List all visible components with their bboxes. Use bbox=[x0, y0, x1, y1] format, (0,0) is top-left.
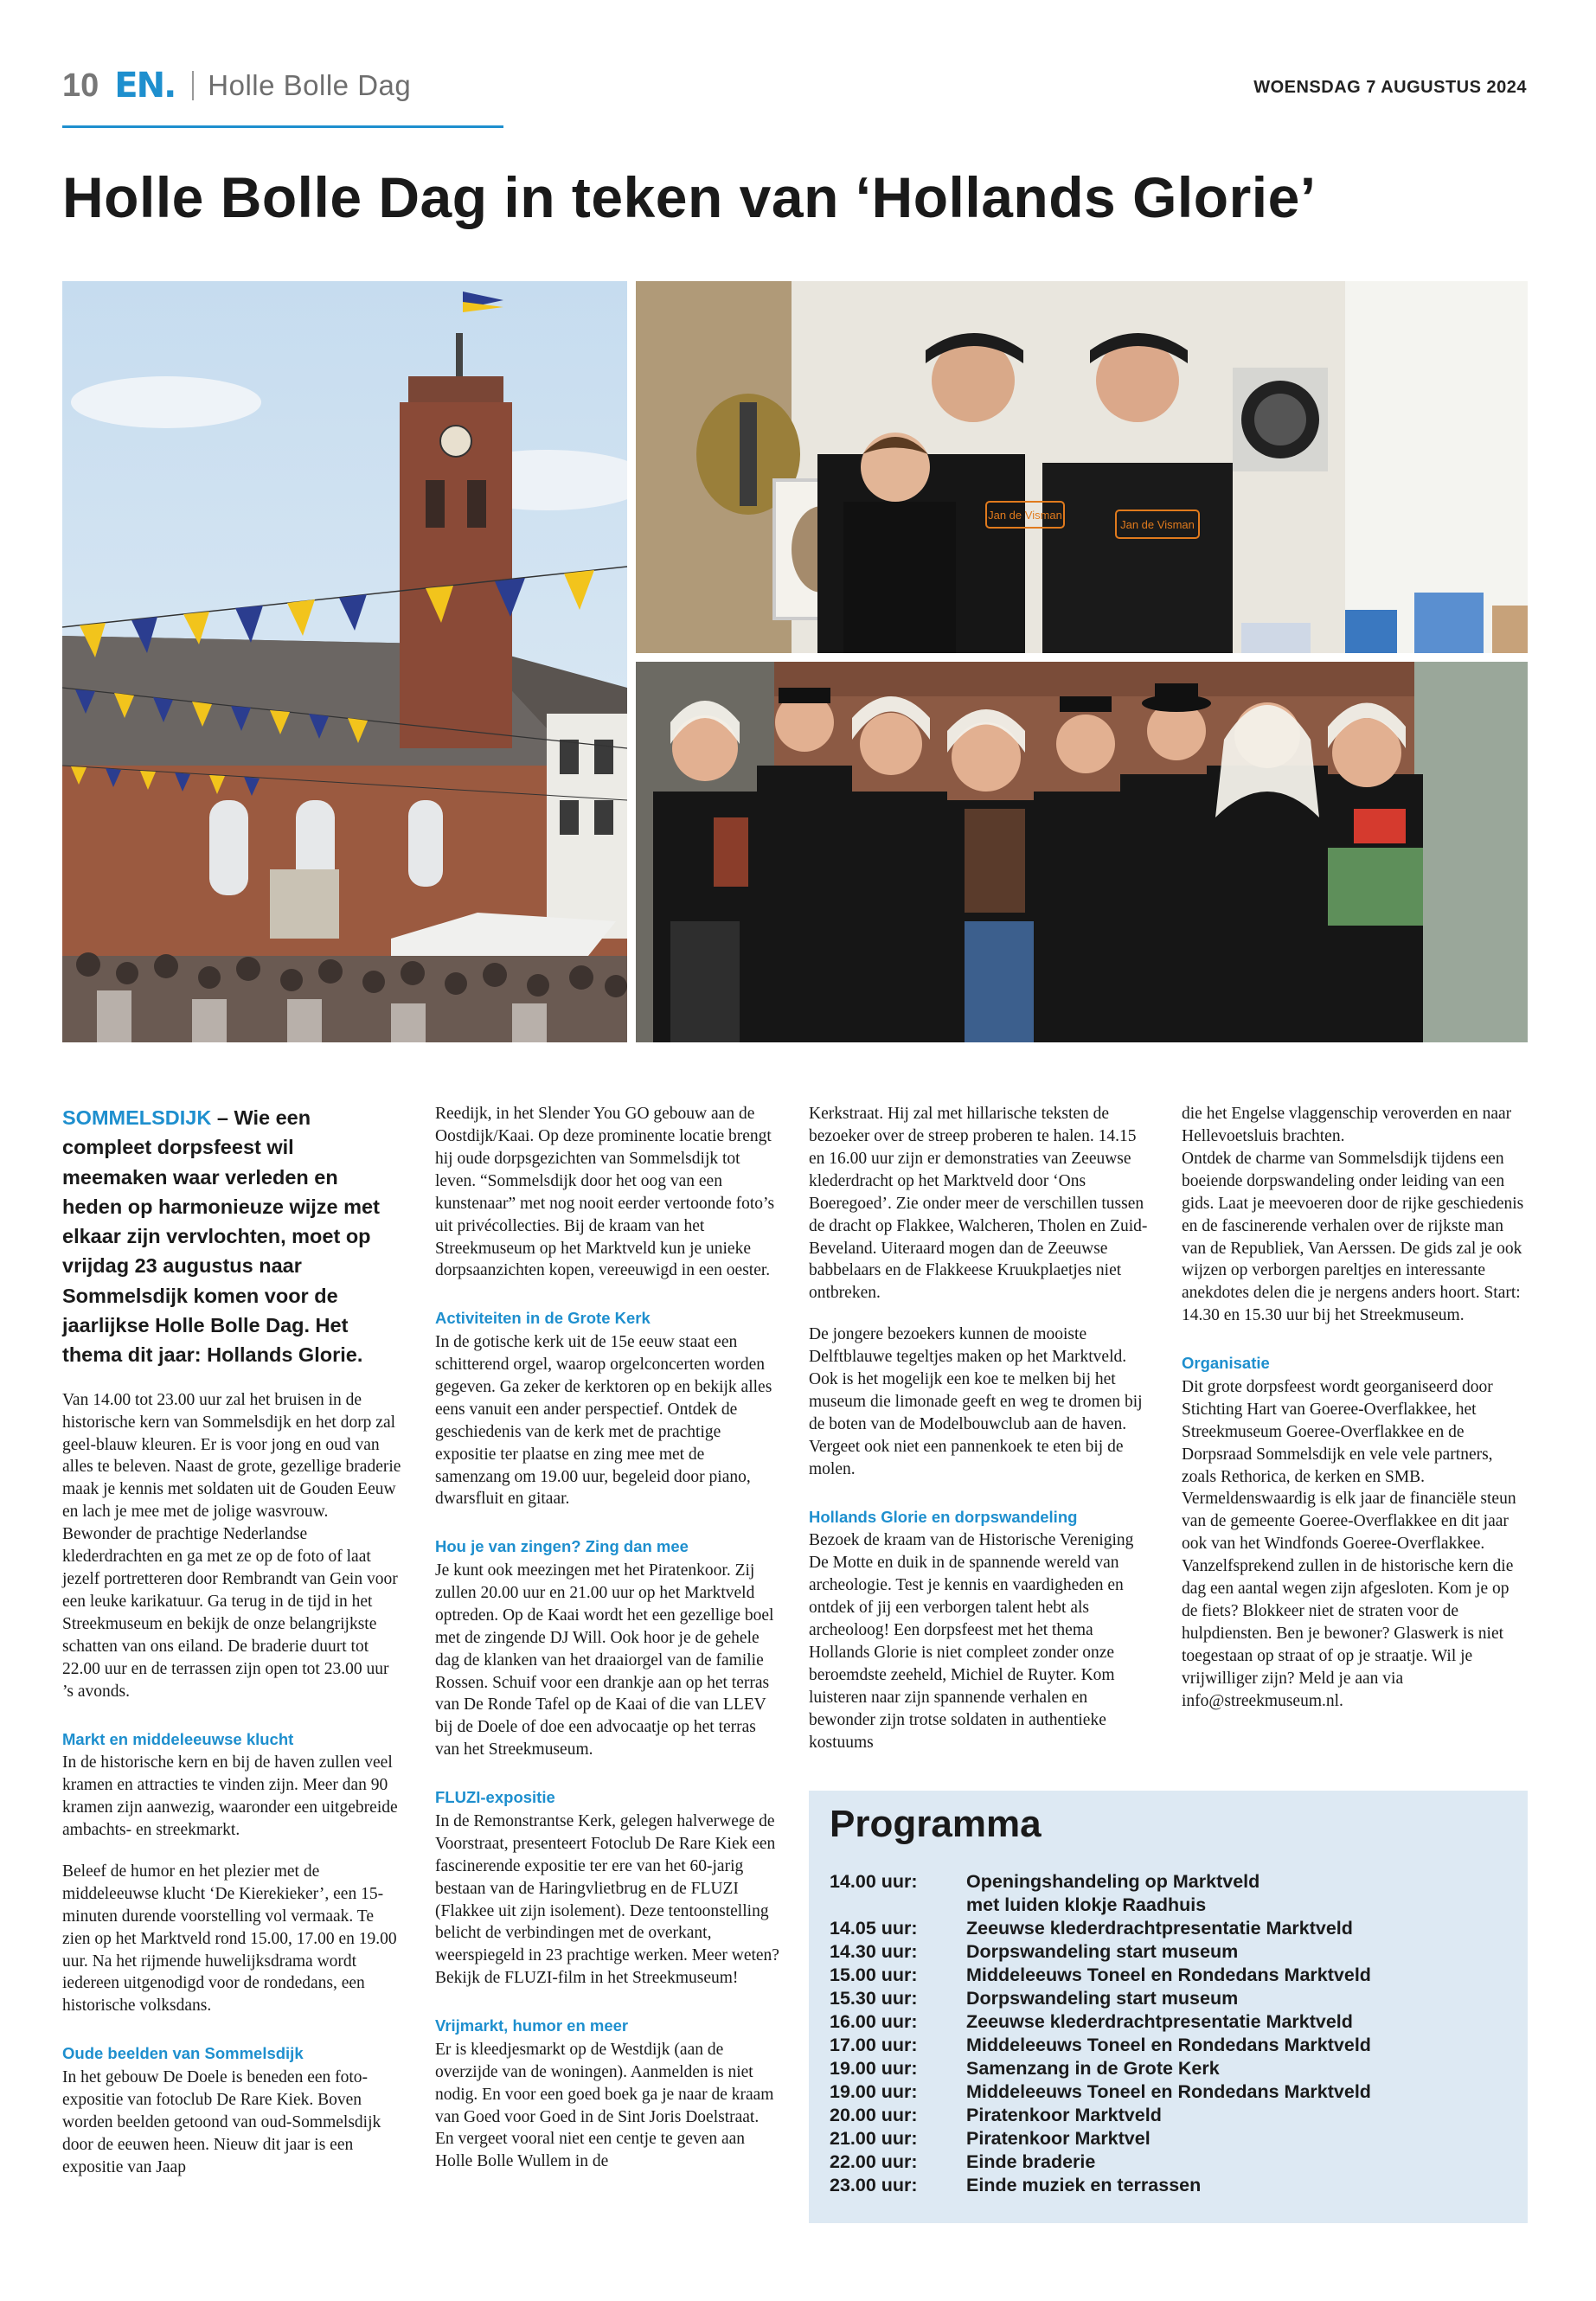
programma-event: met luiden klokje Raadhuis bbox=[966, 1894, 1207, 1915]
dateline: SOMMELSDIJK bbox=[62, 1106, 212, 1129]
programma-list bbox=[830, 1870, 1513, 2197]
glorie-paragraph-continued: die het Engelse vlaggenschip veroverden en naar Hellevoetsluis brachten. bbox=[1182, 1105, 1512, 1145]
programma-row bbox=[830, 2080, 1513, 2104]
programma-event: Middeleeuws Toneel en Rondedans Marktveld bbox=[966, 2081, 1371, 2102]
subheading-glorie: Hollands Glorie en dorpswandeling bbox=[809, 1507, 1078, 1526]
photo-church-tower bbox=[62, 281, 627, 1042]
programma-row bbox=[830, 2174, 1513, 2197]
header-rule bbox=[62, 125, 503, 128]
programma-row bbox=[830, 1940, 1513, 1964]
programma-box bbox=[809, 1791, 1528, 2223]
programma-time: 22.00 uur: bbox=[830, 2151, 918, 2172]
subheading-beelden: Oude beelden van Sommelsdijk bbox=[62, 2044, 304, 2063]
programma-event: Zeeuwse klederdrachtpresentatie Marktveld bbox=[966, 2011, 1353, 2032]
programma-title: Programma bbox=[830, 1803, 1042, 1845]
programma-row bbox=[830, 2034, 1513, 2057]
wandeling-paragraph: Ontdek de charme van Sommelsdijk tijdens een boeiende dorpswandeling onder leiding van een gids. Laat je meevoeren door de rijke geschiedenis en de fascinerende verhalen over de rijkste man van de Republiek, Van Aerssen. De gids zal je ook wijzen op verborgen pareltjes en interessante anekdotes delen die je nergens anders hoort. Start: 14.30 en 15.30 uur bij het Streekmuseum. bbox=[1182, 1149, 1524, 1325]
kerk-paragraph: In de gotische kerk uit de 15e eeuw staat een schitterend orgel, waarop orgelconcerten worden gegeven. Ga zeker de kerktoren op en bekijk alles eens vanuit een ander perspectief. Ontdek de geschiedenis van de kerk met de prachtige expositie ter plaatse en zing mee met de samenzang om 19.00 uur, begeleid door piano, dwarsfluit en gitaar. bbox=[435, 1332, 772, 1509]
subheading-organisatie: Organisatie bbox=[1182, 1354, 1270, 1373]
programma-time: 16.00 uur: bbox=[830, 2011, 918, 2032]
programma-row bbox=[830, 2150, 1513, 2174]
green-shawl bbox=[1328, 848, 1423, 926]
beelden-paragraph-continued: Reedijk, in het Slender You GO gebouw aan de Oostdijk/Kaai. Op deze prominente locatie brengt hij oude dorpsgezichten van Sommelsdijk tot leven. “Sommelsdijk door het oog van een kunstenaar” met nog nooit eerder vertoonde foto’s uit privécollecties. Bij de kraam van het Streekmuseum op het Marktveld kun je unieke dorpsaanzichten kopen, vereeuwigd in een oester. bbox=[435, 1105, 775, 1280]
programma-event: Zeeuwse klederdrachtpresentatie Marktveld bbox=[966, 1918, 1353, 1939]
programma-row bbox=[830, 1987, 1513, 2010]
programma-row bbox=[830, 2010, 1513, 2034]
programma-time: 15.00 uur: bbox=[830, 1965, 918, 1985]
tower-clock bbox=[440, 426, 471, 457]
photo-market-stall bbox=[636, 281, 1528, 653]
subheading-vrijmarkt: Vrijmarkt, humor en meer bbox=[435, 2016, 629, 2035]
programma-event: Middeleeuws Toneel en Rondedans Marktveld bbox=[966, 2035, 1371, 2055]
fluzi-paragraph: In de Remonstrantse Kerk, gelegen halverwege de Voorstraat, presenteert Fotoclub De Rare Kiek een fascinerende expositie ter ere van het 60-jarig bestaan van de Haringvlietbrug en de FLUZI (Flakkee uit zijn isolement). Deze tentoonstelling belicht de verbindingen met de overkant, weerspiegeld in 23 prachtige werken. Meer weten? Bekijk de FLUZI-film in het Streekmuseum! bbox=[435, 1811, 779, 1988]
headline: Holle Bolle Dag in teken van ‘Hollands Glorie’ bbox=[62, 165, 1317, 229]
programma-row bbox=[830, 2057, 1513, 2080]
programma-time bbox=[830, 1894, 966, 1917]
page-number: 10 bbox=[62, 67, 99, 104]
programma-row bbox=[830, 2127, 1513, 2150]
beelden-paragraph-start: In het gebouw De Doele is beneden een foto-expositie van fotoclub De Rare Kiek. Boven worden beelden getoond van oud-Sommelsdijk door de eeuwen heen. Nieuw dit jaar is een expositie van Jaap bbox=[62, 2067, 381, 2176]
programma-row bbox=[830, 1870, 1513, 1894]
jong-paragraph: De jongere bezoekers kunnen de mooiste Delftblauwe tegeltjes maken op het Marktveld. Ook is het mogelijk een koe te melken bij het museum die limonade geeft en weg te dromen bij de boten van de Modelbouwclub aan de haven. Vergeet ook niet een pannenkoek te eten bij de molen. bbox=[809, 1325, 1143, 1478]
vrij-paragraph-start: Er is kleedjesmarkt op de Westdijk (aan de overzijde van de woningen). Aanmelden is niet nodig. En voor een goed boek ga je naar de kraam van Goed voor Goed in de Sint Joris Doelstraat. En vergeet vooral niet een centje te geven aan Holle Bolle Wullem in de bbox=[435, 2040, 774, 2171]
programma-event: Einde braderie bbox=[966, 2151, 1096, 2172]
shirt-logo-1: Jan de Visman bbox=[988, 509, 1062, 522]
subheading-markt: Markt en middeleeuwse klucht bbox=[62, 1729, 294, 1748]
article-column-2 bbox=[435, 1103, 781, 2173]
subheading-zingen: Hou je van zingen? Zing dan mee bbox=[435, 1537, 689, 1556]
shirt-logo-2: Jan de Visman bbox=[1120, 518, 1195, 531]
newspaper-logo: EN. bbox=[114, 66, 176, 106]
header-divider bbox=[192, 71, 194, 100]
programma-time: 21.00 uur: bbox=[830, 2128, 918, 2149]
programma-time: 14.05 uur: bbox=[830, 1918, 918, 1939]
programma-row bbox=[830, 1894, 1513, 1917]
programma-time: 15.30 uur: bbox=[830, 1988, 918, 2009]
programma-event: Einde muziek en terrassen bbox=[966, 2175, 1202, 2195]
programma-row bbox=[830, 2104, 1513, 2127]
programma-time: 17.00 uur: bbox=[830, 2035, 918, 2055]
programma-event: Dorpswandeling start museum bbox=[966, 1988, 1239, 2009]
article-column-1 bbox=[62, 1103, 401, 2179]
programma-event: Dorpswandeling start museum bbox=[966, 1941, 1239, 1962]
programma-event: Piratenkoor Marktvel bbox=[966, 2128, 1151, 2149]
markt-paragraph-1: In de historische kern en bij de haven zullen veel kramen en attracties te vinden zijn. Meer dan 90 kramen zijn aanwezig, waaronder een uitgebreide ambachts- en streekmarkt. bbox=[62, 1753, 398, 1839]
programma-row bbox=[830, 1917, 1513, 1940]
vrij-paragraph-continued: Kerkstraat. Hij zal met hillarische teksten de bezoeker over de streep proberen te halen. 14.15 en 16.00 uur zijn er demonstraties van Zeeuwse klederdracht op het Marktveld door ‘Ons Boeregoed’. Zie onder meer de verschillen tussen de dracht op Flakkee, Walcheren, Tholen en Zuid-Beveland. Uiteraard mogen dan de Zeeuwse babbelaars en de Flakkeese Kruukplaetjes niet ontbreken. bbox=[809, 1105, 1148, 1303]
page-header bbox=[62, 66, 411, 106]
red-necklace bbox=[1354, 809, 1406, 843]
organisatie-paragraph: Dit grote dorpsfeest wordt georganiseerd door Stichting Hart van Goeree-Overflakkee, het Streekmuseum Goeree-Overflakkee en de Dorpsraad Sommelsdijk en vele vele partners, zoals Rethorica, de kerken en SMB. Vermeldenswaardig is elk jaar de financiële steun van de gemeente Goeree-Overflakkee en dit jaar ook van het Windfonds Goeree-Overflakkee. Vanzelfsprekend zullen in de historische kern die dag een aantal wegen zijn afgesloten. Kom je op de fiets? Blokkeer niet de straten voor de hulpdiensten. Ben je bewoner? Glaswerk is niet toegestaan op straat of op je straatje. Wil je vrijwilliger zijn? Meld je aan via info@streekmuseum.nl. bbox=[1182, 1377, 1516, 1710]
programma-time: 20.00 uur: bbox=[830, 2105, 918, 2125]
programma-time: 19.00 uur: bbox=[830, 2058, 918, 2079]
programma-row bbox=[830, 1964, 1513, 1987]
programma-time: 23.00 uur: bbox=[830, 2175, 918, 2195]
programma-time: 14.00 uur: bbox=[830, 1871, 918, 1892]
lead-text: – Wie een compleet dorpsfeest wil meemaken waar verleden en heden op harmonieuze wijze met elkaar zijn vervlochten, moet op vrijdag 23 augustus naar Sommelsdijk komen voor de jaarlijkse Holle Bolle Dag. Het thema dit jaar: Hollands Glorie. bbox=[62, 1106, 380, 1367]
article-column-3 bbox=[809, 1103, 1155, 1754]
subheading-kerk: Activiteiten in de Grote Kerk bbox=[435, 1309, 651, 1328]
section-name: Holle Bolle Dag bbox=[208, 69, 412, 101]
programma-event: Middeleeuws Toneel en Rondedans Marktveld bbox=[966, 1965, 1371, 1985]
markt-paragraph-2: Beleef de humor en het plezier met de middeleeuwse klucht ‘De Kierekieker’, een 15-minuten durende voorstelling vol vermaak. Te zien op het Marktveld rond 15.00, 17.00 en 19.00 uur. Na het rijmende huwelijksdrama wordt iedereen uitgenodigd voor de rondedans, een historische volksdans. bbox=[62, 1862, 397, 2016]
zingen-paragraph: Je kunt ook meezingen met het Piratenkoor. Zij zullen 20.00 uur en 21.00 uur op het Marktveld optreden. Op de Kaai wordt het een gezellige boel met de zingende DJ Will. Ook hoor je de gehele dag de klanken van het draaiorgel van de familie Rossen. Schuif voor een drankje aan op het terras van De Ronde Tafel op de Kaai of die van LLEV bij de Doele of doe een advocaatje op het terras van het Streekmuseum. bbox=[435, 1561, 774, 1759]
programma-event: Openingshandeling op Marktveld bbox=[966, 1871, 1260, 1892]
photo-traditional-costumes bbox=[636, 662, 1528, 1042]
programma-event: Samenzang in de Grote Kerk bbox=[966, 2058, 1220, 2079]
subheading-fluzi: FLUZI-expositie bbox=[435, 1788, 555, 1807]
programma-event: Piratenkoor Marktveld bbox=[966, 2105, 1162, 2125]
programma-time: 19.00 uur: bbox=[830, 2081, 918, 2102]
article-column-4 bbox=[1182, 1103, 1528, 1732]
lead-paragraph bbox=[62, 1103, 401, 1370]
issue-date: WOENSDAG 7 AUGUSTUS 2024 bbox=[1253, 78, 1527, 97]
programma-time: 14.30 uur: bbox=[830, 1941, 918, 1962]
glorie-paragraph-start: Bezoek de kraam van de Historische Vereniging De Motte en duik in de spannende wereld van archeologie. Test je kennis en vaardigheden en ontdek of jij een verborgen talent hebt als archeoloog! Een dorpsfeest met het thema Hollands Glorie is niet compleet zonder onze beroemdste zeeheld, Michiel de Ruyter. Kom luisteren naar zijn spannende verhalen en bewonder zijn trotse soldaten in authentieke kostuums bbox=[809, 1531, 1134, 1752]
intro-paragraph: Van 14.00 tot 23.00 uur zal het bruisen in de historische kern van Sommelsdijk en het dorp zal geel-blauw kleuren. Er is voor jong en oud van alles te beleven. Naast de grote, gezellige braderie maak je kennis met soldaten uit de Gouden Eeuw en lach je mee met de jolige wasvrouw. Bewonder de prachtige Nederlandse klederdrachten en ga met ze op de foto of laat jezelf portretteren door Rembrandt van Gein voor een leuke karikatuur. Ga terug in de tijd in het Streekmuseum en bekijk de onze belangrijkste schatten van ons eiland. De braderie duurt tot 22.00 uur en de terrassen zijn open tot 23.00 uur ’s avonds. bbox=[62, 1390, 401, 1701]
